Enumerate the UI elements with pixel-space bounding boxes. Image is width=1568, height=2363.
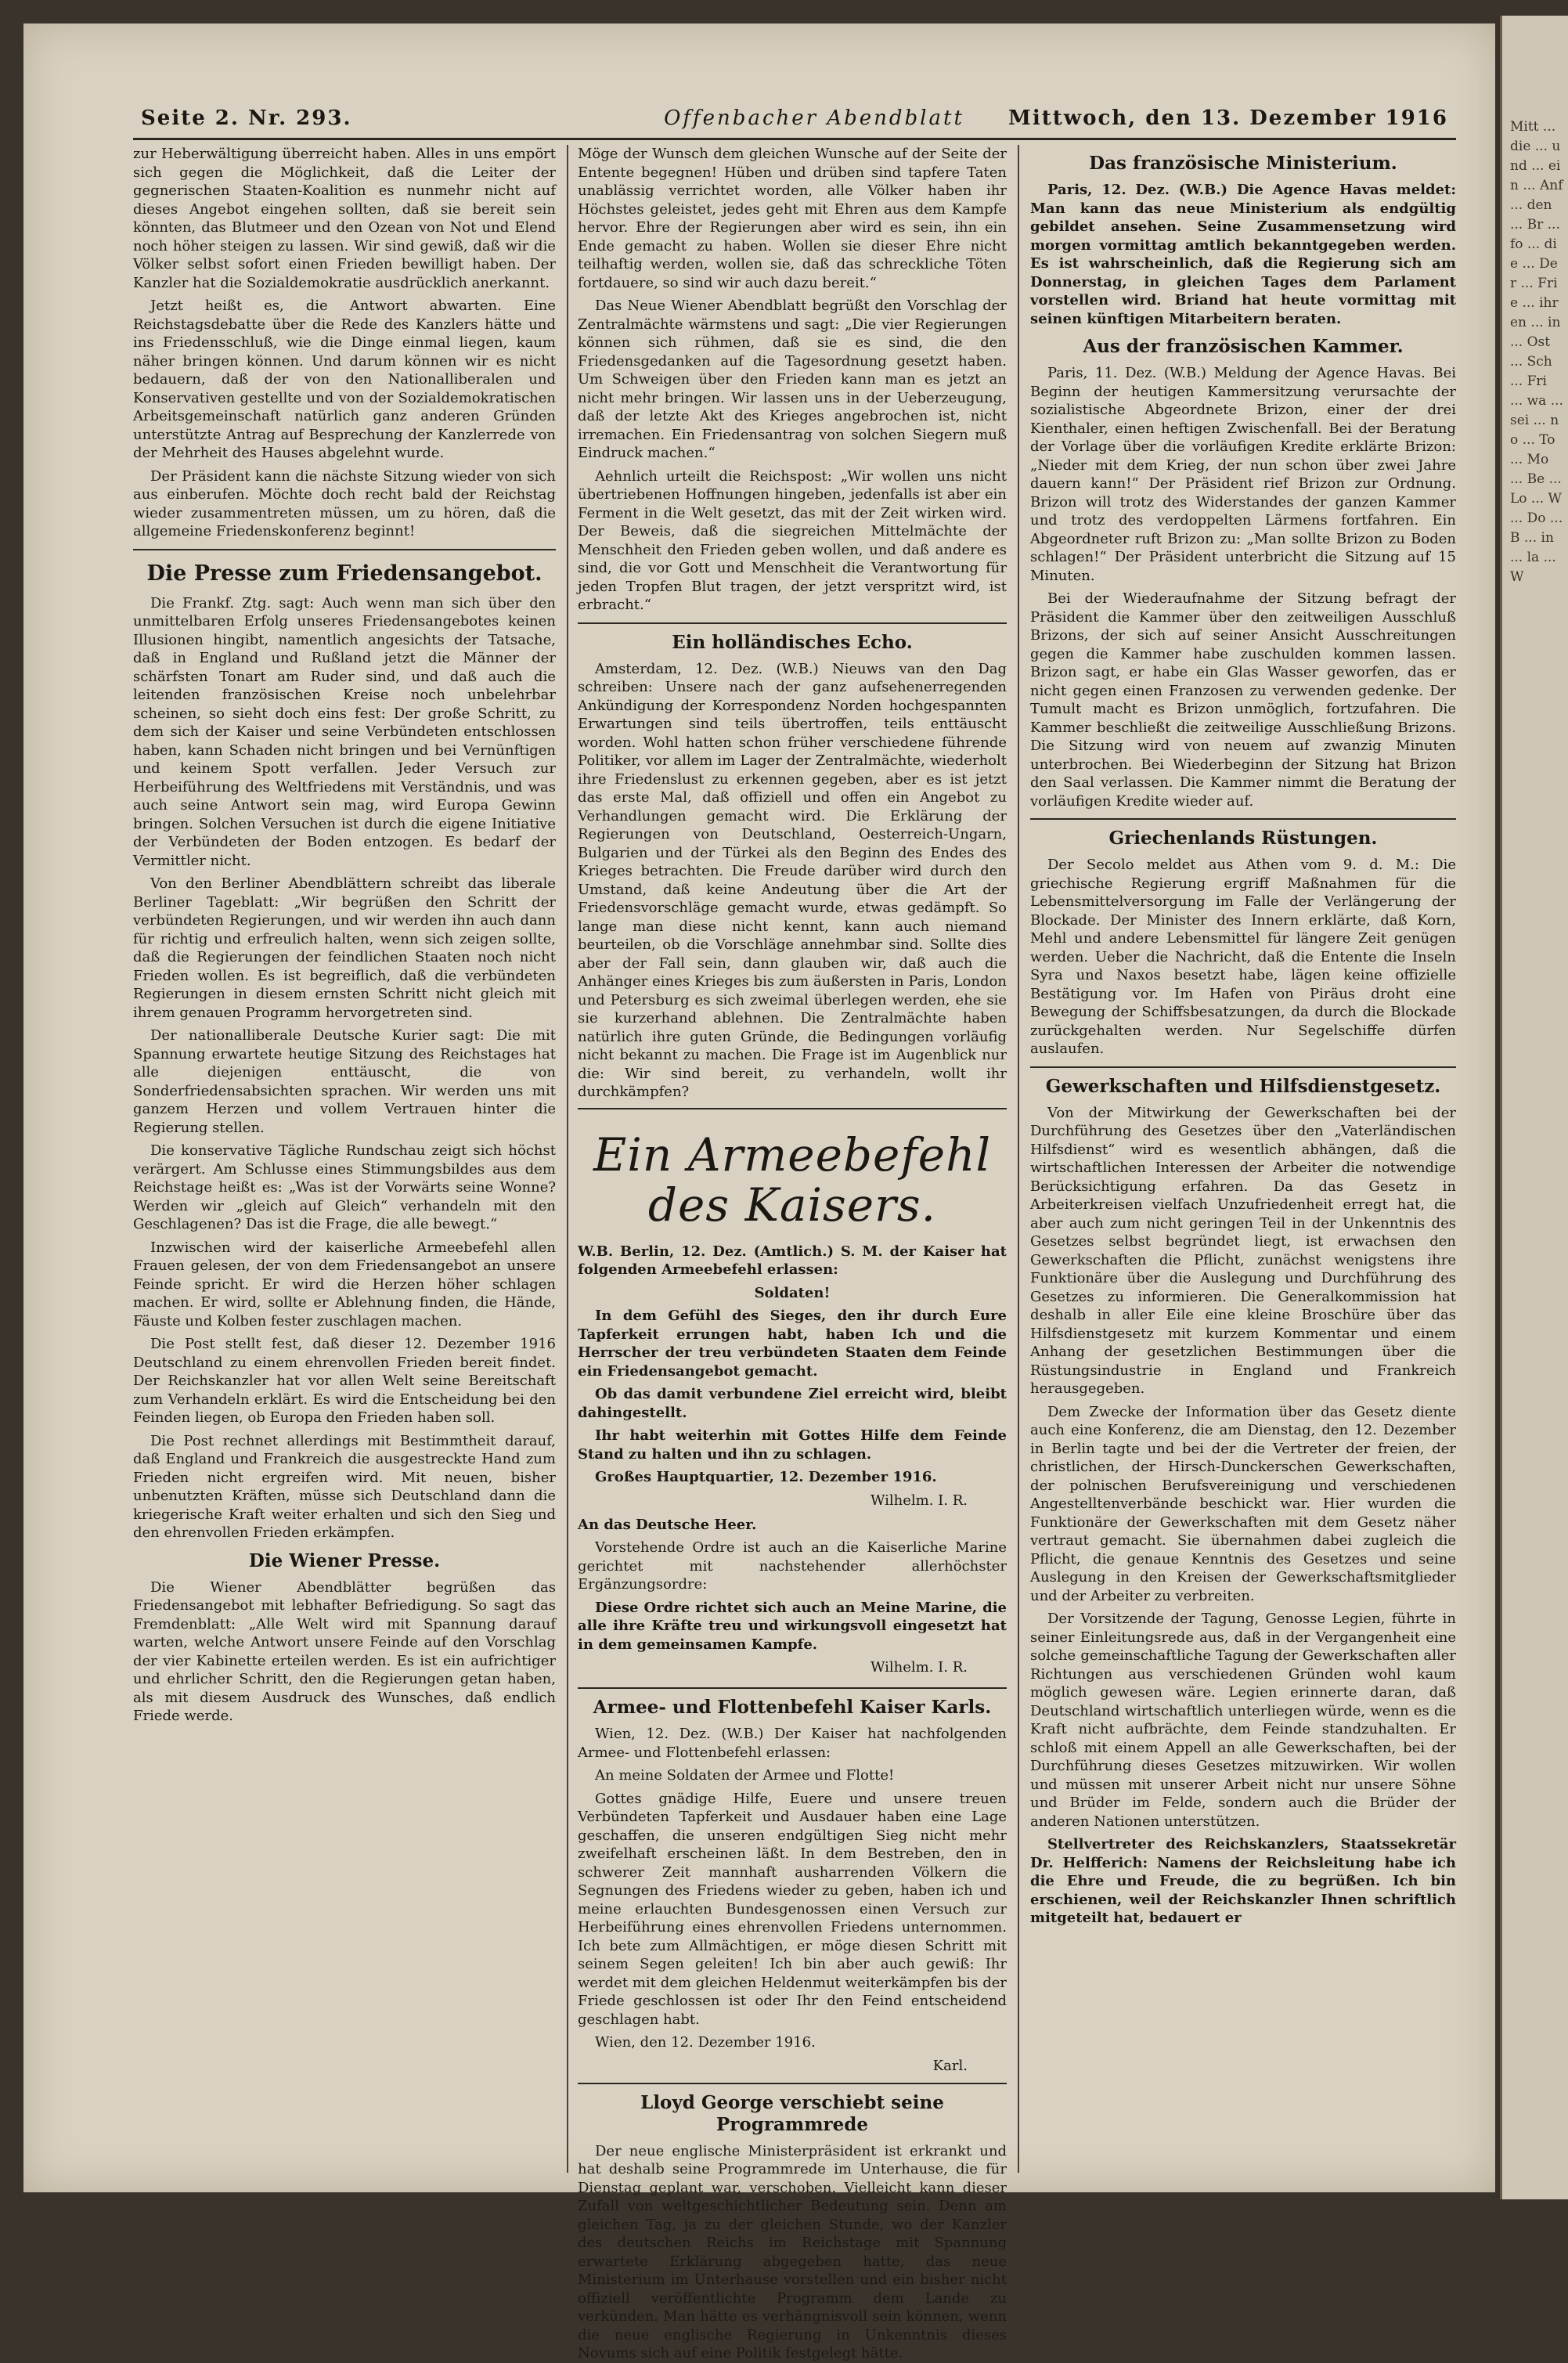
article-text: Vorstehende Ordre ist auch an die Kaiserliche Marine gerichtet mit nachstehender allerhöchster Ergänzungsordre: [578,1539,1007,1593]
article-text: Paris, 12. Dez. (W.B.) Die Agence Havas meldet: Man kann das neue Ministerium als endgültig gebildet ansehen. Seine Zusammensetzung wird morgen vormittag amtlich bekanntgegeben werden. Es ist wahrscheinlich, daß die Regierung sich am Donnerstag, in gleichen Tages dem Parlament vorstellen wird. Briand hat heute vormittag mit seinen künftigen Mitarbeitern beraten. [1030,182,1456,327]
headline-wiener-presse: Die Wiener Presse. [248,1549,441,1571]
article-text: Wien, 12. Dez. (W.B.) Der Kaiser hat nachfolgenden Armee- und Flottenbefehl erlassen: [578,1726,1007,1761]
article-text: Der Präsident kann die nächste Sitzung wieder von sich aus einberufen. Möchte doch recht bald der Reichstag wieder zusammentreten müssen, um zu hören, daß die allgemeine Friedenskonferenz beginnt! [133,467,556,539]
article-text: Die Post stellt fest, daß dieser 12. Dezember 1916 Deutschland zu einem ehrenvollen Frieden bereit findet. Der Reichskanzler hat vor allen Welt seine Bereitschaft zum Verhandeln erklärt. Es wird die Entscheidung bei den Feinden liegen, ob Europa den Frieden haben soll. [133,1336,556,1426]
article-text: Die Frankf. Ztg. sagt: Auch wenn man sich über den unmittelbaren Erfolg unseres Friedensangebotes keinen Illusionen hingibt, namentlich angesichts der Tatsache, daß in England und Rußland jetzt die Männer der schärfsten Tonart am Ruder sind, und daß auch die leitenden französischen Kreise noch unbelehrbar scheinen, so sieht doch eins fest: Der große Schritt, zu dem sich der Kaiser und seine Verbündeten entschlossen haben, kann Schaden nicht bringen und bei Vernünftigen und keinem Spott verfallen. Jeder Versuch zur Herbeiführung des Weltfriedens mit Verständnis, und was auch seine Antwort sein mag, wird Europa Gewinn bringen. Solchen Versuchen ist durch die eigene Initiative der Verbündeten der Boden entzogen. Es bedarf der Vermittler nicht. [133,594,556,869]
article-text: Möge der Wunsch dem gleichen Wunsche auf der Seite der Entente begegnen! Hüben und drüben sind tapfere Taten unablässig verrichtet worden, alle Völker haben ihr Höchstes geleistet, jedes geht mit Ehren aus dem Kampfe hervor. Ehre der Regierungen aber wird es sein, ihn ein Ende gemacht zu haben. Wollen sie dieser Ehre nicht teilhaftig werden, wollen sie, daß das schreckliche Töten fortdauere, so sind wir auch dazu bereit.“ [578,146,1007,291]
article-text: Ob das damit verbundene Ziel erreicht wird, bleibt dahingestellt. [578,1386,1007,1421]
article-text: Wien, den 12. Dezember 1916. [595,2034,816,2051]
article-text: Großes Hauptquartier, 12. Dezember 1916. [595,1469,937,1485]
article-text: Der neue englische Ministerpräsident ist erkrankt und hat deshalb seine Programmrede im Unterhause, die für Dienstag geplant war, verschoben. Vielleicht kann dieser Zufall von weltgeschichtlicher Bedeutung sein. Denn am gleichen Tag, ja zu der gleichen Stunde, wo der Kanzler des deutschen Reichs im Reichstage mit Spannung erwartete Erklärung abgegeben hatte, das neue Ministerium im Unterhause vorstellen und ein bisher nicht offiziell veröffentlichte Programm dem Lande zu verkünden. Man hätte es verhängnisvoll sein können, wenn die neue englische Regierung in Unkenntnis dieses Novums sich auf eine Politik festgelegt hätte. [578,2142,1007,2361]
page-number: Seite 2. Nr. 293. [141,106,352,130]
article-text: Die Post rechnet allerdings mit Bestimmtheit darauf, daß England und Frankreich die ausgestreckte Hand zum Frieden nicht ergreifen wird. Mit neuen, bisher unbenutzten Kräften, müsse sich Deutschland dann die kriegerische Kraft weiter erhalten und sich den Sieg und den ehrenvollen Frieden erkämpfen. [133,1432,556,1541]
columns [133,145,1456,2361]
article-text: Ihr habt weiterhin mit Gottes Hilfe dem Feinde Stand zu halten und ihn zu schlagen. [578,1427,1007,1463]
headline-hollaendisches-echo: Ein holländisches Echo. [672,631,913,653]
divider [578,2083,1007,2084]
article-text: Amsterdam, 12. Dez. (W.B.) Nieuws van den Dag schreiben: Unsere nach der ganz aufsehenerregenden Ankündigung der Korrespondenz Norden hochgespannten Erwartungen sind teils übertroffen, teils enttäuscht worden. Wohl hatten schon früher verschiedene führende Politiker, vor allem im Lager der Zentralmächte, wiederholt ihre Friedenslust zu erkennen gegeben, aber es ist jetzt das erste Mal, daß offiziell und offen ein Angebot zu Verhandlungen gemacht wird. Die Erklärung der Regierungen von Deutschland, Oesterreich-Ungarn, Bulgarien und der Türkei als den Beginn des Endes des Krieges betrachten. Die Freude darüber wird durch den Umstand, daß keine Andeutung über die Art der Friedensvorschläge gemacht wurde, etwas gedämpft. So lange man diese nicht kennt, kann auch niemand beurteilen, ob die Vorschläge annehmbar sind. Sollte dies aber der Fall sein, dann glauben wir, daß auch die Anhänger eines Krieges bis zum äußersten in Paris, London und Petersburg es sich zweimal überlegen werden, ehe sie sie kurzerhand ablehnen. Die Zentralmächte haben natürlich ihre guten Gründe, die Bedingungen vorläufig nicht bekannt zu machen. Die Frage ist im Augenblick nur die: Wir sind bereit, zu verhandeln, wollt ihr durchkämpfen? [578,660,1007,1100]
article-text: An meine Soldaten der Armee und Flotte! [595,1767,895,1784]
armeebefehl-box [578,1108,1007,1690]
article-text: Der Vorsitzende der Tagung, Genosse Legien, führte in seiner Einleitungsrede aus, daß in der Vergangenheit eine solche gemeinschaftliche Tagung der Gewerkschaften aller Richtungen aus verschiedenen Gründen wohl kaum möglich gewesen wäre. Legien erinnerte daran, daß Deutschland wirtschaftlich unterliegen würde, wenn es die Kraft nicht aufbrächte, dem Feinde standzuhalten. Er schloß mit einem Appell an alle Gewerkschaften, bei der Durchführung dieses Gesetzes mitzuwirken. Wir wollen und müssen mit unserer Arbeit nicht nur unsere Söhne und Brüder im Felde, sondern auch die Brüder der anderen Nationen unterstützen. [1030,1611,1456,1830]
issue-date: Mittwoch, den 13. Dezember 1916 [1008,106,1448,130]
column-1 [133,145,556,2181]
adjacent-page-edge [1500,16,1568,2199]
article-text: Der nationalliberale Deutsche Kurier sagt: Die mit Spannung erwartete heutige Sitzung des Reichstages hat alle diejenigen enttäuscht, die von Sonderfriedensabsichten sprachen. Wir werden uns mit ganzem Herzen und vollem Vertrauen hinter die Regierung stellen. [133,1027,556,1136]
article-text: Die Wiener Abendblätter begrüßen das Friedensangebot mit lebhafter Befriedigung. So sagt das Fremdenblatt: „Alle Welt wird mit Spannung darauf warten, welche Antwort unsere Feinde auf den Vorschlag der vier Kabinette erteilen werden. Es ist ein aufrichtiger und ehrlicher Schritt, den die Regierungen getan haben, als mit diesem Ausdruck des Wunsches, daß endlich Friede werde. [133,1578,556,1724]
divider [133,549,556,550]
article-text: In dem Gefühl des Sieges, den ihr durch Eure Tapferkeit errungen habt, haben Ich und die Herrscher der treu verbündeten Staaten dem Feinde ein Friedensangebot gemacht. [578,1308,1007,1380]
headline-kaiser-karl: Armee- und Flottenbefehl Kaiser Karls. [593,1697,992,1718]
column-3 [1030,145,1456,2181]
article-text: Jetzt heißt es, die Antwort abwarten. Eine Reichstagsdebatte über die Rede des Kanzlers hätte und ins Friedensschluß, wie die Dinge einmal liegen, kaum näher bringen können. Und darum können wir es nicht bedauern, daß der von den Nationalliberalen und Konservativen gestellte und von der Sozialdemokratischen Arbeitsgemeinschaft natürlich ganz anderen Gründen unterstützte Antrag auf Besprechung der Kanzlerrede von der Mehrheit des Hauses abgelehnt wurde. [133,298,556,461]
signature: Wilhelm. I. R. [870,1492,968,1509]
adjacent-page-text: Mitt ... die ... und ... ein ... Anf ... den ... Br ... fo ... die ... Der ... Frie ... ihren ... in ... Ost ... Sch ... Fri ... wa ... sei ... no ... To ... Mo ... Be ... Lo ... W ... Do ... B ... in ... la ... W [1510,119,1563,585]
headline-franzoesische-kammer: Aus der französischen Kammer. [1083,336,1404,357]
article-text: Von den Berliner Abendblättern schreibt das liberale Berliner Tageblatt: „Wir begrüßen den Schritt der verbündeten Regierungen, und wir werden ihn auch dann für richtig und erfreulich halten, wenn sich zeigen sollte, daß die Regierungen der feindlichen Staaten noch nicht Frieden wollen. Es ist begreiflich, daß die verbündeten Regierungen in diesem ernsten Schritt nicht gleich mit ihrem genauen Programm hervorgetreten sind. [133,875,556,1021]
article-text: Inzwischen wird der kaiserliche Armeebefehl allen Frauen gelesen, der von dem Friedensangebot an unsere Feinde spricht. Er wird die Herzen höher schlagen machen. Er wird, sollte er Ablehnung finden, die Hände, Fäuste und Kolben fester zuschlagen machen. [133,1239,556,1329]
signature: Karl. [932,2057,968,2074]
article-text: Das Neue Wiener Abendblatt begrüßt den Vorschlag der Zentralmächte wärmstens und sagt: „Die vier Regierungen können sich rühmen, daß sie es sind, die den Friedensgedanken auf die Tagesordnung gesetzt haben. Um Schweigen über den Frieden kann man es jetzt an nicht mehr bringen. Wir lassen uns in der Ueberzeugung, daß der letzte Akt des Krieges angebrochen ist, nicht irremachen. Ein Friedensantrag von solchen Siegern muß Eindruck machen.“ [578,298,1007,461]
article-text: Paris, 11. Dez. (W.B.) Meldung der Agence Havas. Bei Beginn der heutigen Kammersitzung verursachte der sozialistische Abgeordnete Brizon, einer der drei Kienthaler, einen heftigen Zwischenfall. Bei der Beratung der Vorlage über die vorläufigen Kredite erklärte Brizon: „Nieder mit dem Krieg, der nun schon über zwei Jahre dauern kann!“ Der Präsident rief Brizon zur Ordnung. Brizon will trotz des Widerstandes der ganzen Kammer und trotz des verdoppelten Lärmens fortfahren. Ein Abgeordneter ruft Brizon zu: „Man sollte Brizon zu Boden schlagen!“ Der Präsident unterbricht die Sitzung auf 15 Minuten. [1030,365,1456,584]
article-text: zur Heberwältigung überreicht haben. Alles in uns empört sich gegen die Möglichkeit, daß die Leiter der gegnerischen Staaten-Koalition es nunmehr nicht auf dieses Angebot eingehen sollten, daß sie bereit sein könnten, das Blutmeer und den Ozean von Not und Elend noch höher steigen zu lassen. Wir sind gewiß, daß wir die Völker selbst sofort einen Frieden bewilligt haben. Der Kanzler hat die Sozialdemokratie ausdrücklich anerkannt. [133,146,556,291]
article-text: An das Deutsche Heer. [578,1516,757,1533]
divider [578,622,1007,624]
article-text: Gottes gnädige Hilfe, Euere und unsere treuen Verbündeten Tapferkeit und Ausdauer haben eine Lage geschaffen, die unseren endgültigen Sieg nicht mehr zweifelhaft erscheinen läßt. In dem Bestreben, den in schwerer Zeit mannhaft ausharrenden Völkern die Segnungen des Friedens wieder zu geben, haben ich und meine erlauchten Bundesgenossen einen Versuch zur Herbeiführung eines ehrenvollen Friedens unternommen. Ich bete zum Allmächtigen, er möge diesen Schritt mit seinem Segen geleiten! Ich bin aber auch gewiß: Ihr werdet mit dem gleichen Heldenmut weiterkämpfen bis der Friede geschlossen ist oder Ihr den Feind entscheidend geschlagen habt. [578,1790,1007,2028]
headline-presse: Die Presse zum Friedensangebot. [146,561,542,586]
article-text: Dem Zwecke der Information über das Gesetz diente auch eine Konferenz, die am Dienstag, den 12. Dezember in Berlin tagte und bei der die Vertreter der freien, der christlichen, der Hirsch-Dunckerschen Gewerkschaften, der polnischen Berufsvereinigung und verschiedenen Angestelltenverbände beschickt war. Hier wurden die Funktionäre der Gewerkschaften mit dem Gesetz näher vertraut gemacht. Sie übernahmen dabei zugleich die Pflicht, die genaue Kenntnis des Gesetzes und seine Auslegung in den Kreisen der Gewerkschaftsmitglieder und der Arbeiter zu verbreiten. [1030,1403,1456,1604]
article-text: Von der Mitwirkung der Gewerkschaften bei der Durchführung des Gesetzes über den „Vaterländischen Hilfsdienst“ wird es wesentlich abhängen, daß die wirtschaftlichen Interessen der Arbeiter die notwendige Berücksichtigung erfahren. Da das Gesetz in Arbeiterkreisen vielfach Unzufriedenheit erregt hat, die aber auch zum nicht geringen Teil in der Unkenntnis des Gesetzes selbst begründet liegt, ist erwachsen den Gewerkschaften die Pflicht, zunächst wenigstens ihre Funktionäre über die Auslegung und Durchführung des Gesetzes zu informieren. Die Generalkommission hat deshalb in aller Eile eine kleine Broschüre über das Hilfsdienstgesetz mit kurzem Kommentar und einem Anhang der gesetzlichen Bestimmungen über die Rüstungsindustrie in England und Frankreich herausgegeben. [1030,1104,1456,1397]
signature: Wilhelm. I. R. [870,1659,968,1676]
headline-lloyd-george: Lloyd George verschiebt seine Programmrede [640,2091,944,2135]
column-rule [567,145,568,2173]
column-2 [578,145,1007,2361]
headline-gewerkschaften: Gewerkschaften und Hilfsdienstgesetz. [1045,1075,1441,1097]
headline-griechenland: Griechenlands Rüstungen. [1108,828,1378,849]
article-text: Die konservative Tägliche Rundschau zeigt sich höchst verärgert. Am Schlusse eines Stimmungsbildes aus dem Reichstage heißt es: „Was ist der Vorwärts seine Wonne? Werden wir „gleich auf Gleich“ verhandeln mit den Geschlagenen? Das ist die Frage, die alle bewegt.“ [133,1142,556,1232]
headline-franzoesisches-ministerium: Das französische Ministerium. [1089,153,1397,174]
article-text: Der Secolo meldet aus Athen vom 9. d. M.: Die griechische Regierung ergriff Maßnahmen für die Lebensmittelversorgung im Falle der Verlängerung der Blockade. Der Minister des Innern erklärte, daß Korn, Mehl und andere Lebensmittel für längere Zeit genügen werden. Ueber die Nachricht, daß die Entente die Inseln Syra und Naxos besetzt habe, lägen keine offizielle Bestätigung vor. Im Hafen von Piräus droht eine Bewegung der Schiffsbesatzungen, da durch die Blockade zurückgehalten werden. Nur Segelschiffe dürfen auslaufen. [1030,857,1456,1057]
article-text: Bei der Wiederaufnahme der Sitzung befragt der Präsident die Kammer über den zeitweiligen Ausschluß Brizons, der sich auf seiner Ansicht Ausschreitungen gegen die Kammer habe zuschulden kommen lassen. Brizon sagt, er habe ein Glas Wasser geworfen, das er nicht gegen einen Franzosen zu verwenden gedenke. Der Tumult macht es Brizon unmöglich, fortzufahren. Die Kammer beschließt die zeitweilige Ausschließung Brizons. Die Sitzung wird von neuem auf zwanzig Minuten unterbrochen. Bei Wiederbeginn der Sitzung hat Brizon den Saal verlassen. Die Kammer nimmt die Beratung der vorläufigen Kredite wieder auf. [1030,590,1456,810]
article-text: Soldaten! [754,1284,831,1301]
divider [1030,1066,1456,1068]
headline-armeebefehl: Ein Armeebefehl des Kaisers. [593,1127,992,1232]
article-text: W.B. Berlin, 12. Dez. (Amtlich.) S. M. der Kaiser hat folgenden Armeebefehl erlassen: [578,1243,1007,1278]
newspaper-page [23,23,1495,2361]
article-text: Stellvertreter des Reichskanzlers, Staatssekretär Dr. Helfferich: Namens der Reichsleitung habe ich die Ehre und Freude, die zu begrüßen. Ich bin erschienen, weil der Reichskanzler Ihnen schriftlich mitgeteilt hat, bedauert er [1030,1836,1456,1926]
divider [1030,818,1456,820]
masthead [133,102,1456,140]
article-text: Aehnlich urteilt die Reichspost: „Wir wollen uns nicht übertriebenen Hoffnungen hingeben, jedenfalls ist aber ein Ferment in die Welt gesetzt, das mit der Zeit wirken wird. Der Beweis, daß die siegreichen Mittelmächte der Menschheit den Frieden geben wollen, und daß andere es sind, die vor Gott und Menschheit die Verantwortung für jeden Tropfen Blut tragen, der jetzt verspritzt wird, ist erbracht.“ [578,467,1007,613]
article-text: Diese Ordre richtet sich auch an Meine Marine, die alle ihre Kräfte treu und wirkungsvoll eingesetzt hat in dem gemeinsamen Kampfe. [578,1599,1007,1653]
column-rule [1018,145,1019,2173]
newspaper-title: Offenbacher Abendblatt [664,106,964,130]
